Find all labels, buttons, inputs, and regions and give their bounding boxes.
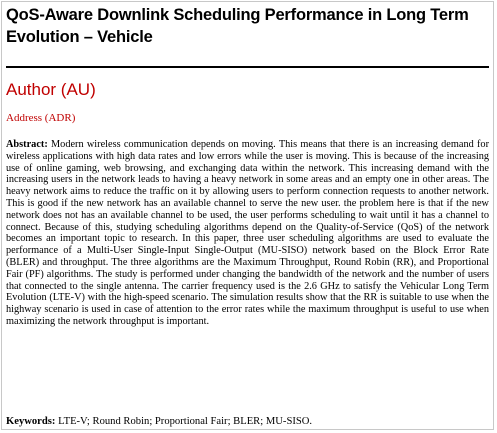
abstract-text: Modern wireless communication depends on moving. This means that there is an increasing demand for wireless applications with high data rates and low errors while the user is moving. This is because of the increasing use of online gaming, web browsing, and exchanging data within the network. This increasing demand with the increasing users in the network leads to having a heavy network in some areas and an empty one in other areas. The heavy network aims to reduce the traffic on it by allowing users to perform connection requests to another network. This is good if the new network has an available channel to serve the new user. the problem here is that if the new network does not has an available channel to be used, the user performs scheduling to wait until it has a channel to connect. Because of this, studying scheduling algorithms depend on the Quality-of-Service (QoS) of the network becomes an important topic to research. In this paper, three user scheduling algorithms are used to evaluate the performance of a Multi-User Single-Input Single-Output (MU-SISO) network based on the Block Error Rate (BLER) and throughput. The three algorithms are the Maximum Throughput, Round Robin (RR), and Proportional Fair (PF) algorithms. The study is performed under changing the bandwidth of the network and the number of users that connected to the single antenna. The carrier frequency used is the 2.6 GHz to satisfy the Vehicular Long Term Evolution (LTE-V) with the high-speed scenario. The simulation results show that the RR is suitable to use when the highway scenario is used in case of attention to the error rates while the maximum throughput is useful to use when maximizing the network throughput is important.	[6, 139, 489, 327]
paper-title: QoS-Aware Downlink Scheduling Performance in Long Term Evolution – Vehicle	[6, 6, 469, 46]
keywords-label: Keywords:	[6, 416, 56, 427]
author-name: Author (AU)	[6, 80, 96, 99]
title-divider	[6, 66, 489, 68]
keywords-line	[6, 415, 489, 428]
author-address: Address (ADR)	[6, 112, 76, 124]
abstract-label: Abstract:	[6, 139, 48, 150]
abstract-paragraph	[6, 139, 489, 328]
keywords-text: LTE-V; Round Robin; Proportional Fair; BLER; MU-SISO.	[58, 416, 313, 427]
